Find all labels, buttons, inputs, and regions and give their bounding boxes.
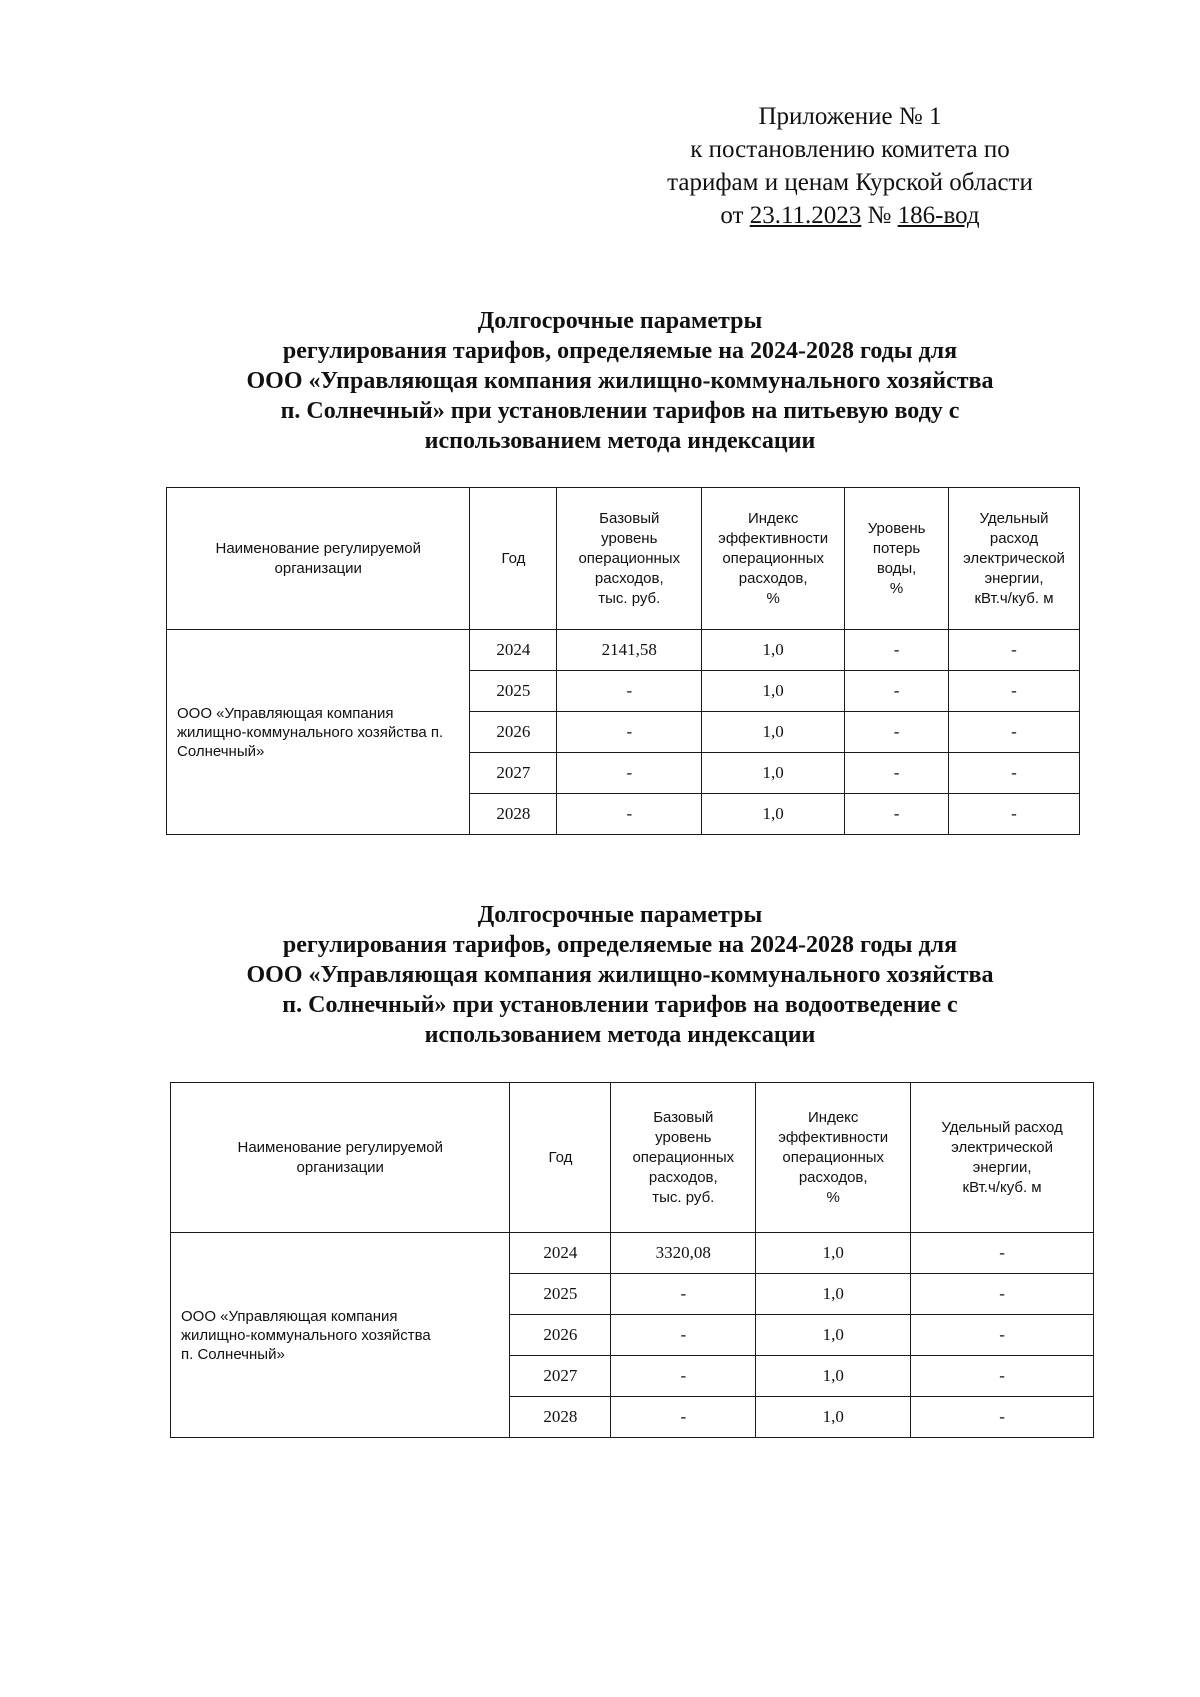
year-cell: 2027 — [470, 753, 557, 794]
energy-cell: - — [911, 1315, 1094, 1356]
decree-number: 186-вод — [897, 202, 980, 229]
heading-line: ООО «Управляющая компания жилищно-коммунального хозяйства — [246, 368, 994, 394]
header-energy: Удельный расход электрической энергии, кВт.ч/куб. м — [949, 488, 1080, 630]
heading-line: Долгосрочные параметры — [477, 308, 763, 334]
drinking-water-params-table — [166, 487, 1080, 835]
loss-cell: - — [845, 753, 949, 794]
energy-cell: - — [949, 753, 1080, 794]
index-cell: 1,0 — [702, 753, 845, 794]
heading-line: регулирования тарифов, определяемые на 2024-2028 годы для — [282, 932, 958, 958]
section-2-heading — [160, 900, 1080, 1050]
header-efficiency-index: Индекс эффективности операционных расходов, % — [756, 1083, 911, 1233]
heading-line: использованием метода индексации — [424, 428, 816, 454]
year-cell: 2025 — [470, 671, 557, 712]
base-cell: - — [557, 753, 702, 794]
base-cell: - — [557, 712, 702, 753]
index-cell: 1,0 — [702, 630, 845, 671]
wastewater-params-table — [170, 1082, 1094, 1438]
header-year: Год — [470, 488, 557, 630]
index-cell: 1,0 — [702, 712, 845, 753]
header-water-loss: Уровень потерь воды, % — [845, 488, 949, 630]
year-cell: 2028 — [470, 794, 557, 835]
base-cell: 3320,08 — [611, 1233, 756, 1274]
header-efficiency-index: Индекс эффективности операционных расходов, % — [702, 488, 845, 630]
appendix-line-2: к постановлению комитета по — [690, 136, 1010, 163]
index-cell: 1,0 — [756, 1356, 911, 1397]
energy-cell: - — [911, 1397, 1094, 1438]
number-sign: № — [867, 202, 892, 229]
base-cell: - — [611, 1356, 756, 1397]
energy-cell: - — [949, 712, 1080, 753]
loss-cell: - — [845, 712, 949, 753]
appendix-header — [630, 100, 1070, 232]
year-cell: 2024 — [470, 630, 557, 671]
heading-line: регулирования тарифов, определяемые на 2024-2028 годы для — [282, 338, 958, 364]
energy-cell: - — [911, 1274, 1094, 1315]
heading-line: п. Солнечный» при установлении тарифов на питьевую воду с — [280, 398, 960, 424]
appendix-title: Приложение № 1 — [758, 103, 942, 130]
base-cell: - — [557, 671, 702, 712]
energy-cell: - — [949, 630, 1080, 671]
header-org: Наименование регулируемой организации — [167, 488, 470, 630]
base-cell: - — [611, 1315, 756, 1356]
base-cell: - — [611, 1397, 756, 1438]
org-name: ООО «Управляющая компания жилищно-коммунального хозяйства п. Солнечный» — [167, 630, 470, 835]
loss-cell: - — [845, 794, 949, 835]
year-cell: 2024 — [510, 1233, 611, 1274]
year-cell: 2026 — [510, 1315, 611, 1356]
table-header-row — [167, 488, 1080, 630]
org-name: ООО «Управляющая компания жилищно-коммунального хозяйства п. Солнечный» — [171, 1233, 510, 1438]
index-cell: 1,0 — [756, 1274, 911, 1315]
header-year: Год — [510, 1083, 611, 1233]
base-cell: - — [557, 794, 702, 835]
header-org: Наименование регулируемой организации — [171, 1083, 510, 1233]
header-base-level: Базовый уровень операционных расходов, тыс. руб. — [557, 488, 702, 630]
heading-line: Долгосрочные параметры — [477, 902, 763, 928]
heading-line: п. Солнечный» при установлении тарифов на водоотведение с — [282, 992, 958, 1018]
base-cell: 2141,58 — [557, 630, 702, 671]
energy-cell: - — [911, 1233, 1094, 1274]
decree-date: 23.11.2023 — [749, 202, 862, 229]
header-base-level: Базовый уровень операционных расходов, тыс. руб. — [611, 1083, 756, 1233]
table-header-row — [171, 1083, 1094, 1233]
appendix-line-3: тарифам и ценам Курской области — [667, 169, 1033, 196]
energy-cell: - — [949, 794, 1080, 835]
year-cell: 2028 — [510, 1397, 611, 1438]
date-prefix: от — [720, 202, 744, 229]
year-cell: 2027 — [510, 1356, 611, 1397]
table-row — [167, 630, 1080, 671]
table-row — [171, 1233, 1094, 1274]
heading-line: ООО «Управляющая компания жилищно-коммунального хозяйства — [246, 962, 994, 988]
header-energy: Удельный расход электрической энергии, кВт.ч/куб. м — [911, 1083, 1094, 1233]
year-cell: 2026 — [470, 712, 557, 753]
index-cell: 1,0 — [702, 671, 845, 712]
energy-cell: - — [949, 671, 1080, 712]
section-1-heading — [160, 306, 1080, 456]
loss-cell: - — [845, 671, 949, 712]
index-cell: 1,0 — [756, 1233, 911, 1274]
loss-cell: - — [845, 630, 949, 671]
heading-line: использованием метода индексации — [424, 1022, 816, 1048]
index-cell: 1,0 — [756, 1315, 911, 1356]
index-cell: 1,0 — [756, 1397, 911, 1438]
base-cell: - — [611, 1274, 756, 1315]
energy-cell: - — [911, 1356, 1094, 1397]
appendix-date-line — [630, 199, 1070, 232]
year-cell: 2025 — [510, 1274, 611, 1315]
index-cell: 1,0 — [702, 794, 845, 835]
